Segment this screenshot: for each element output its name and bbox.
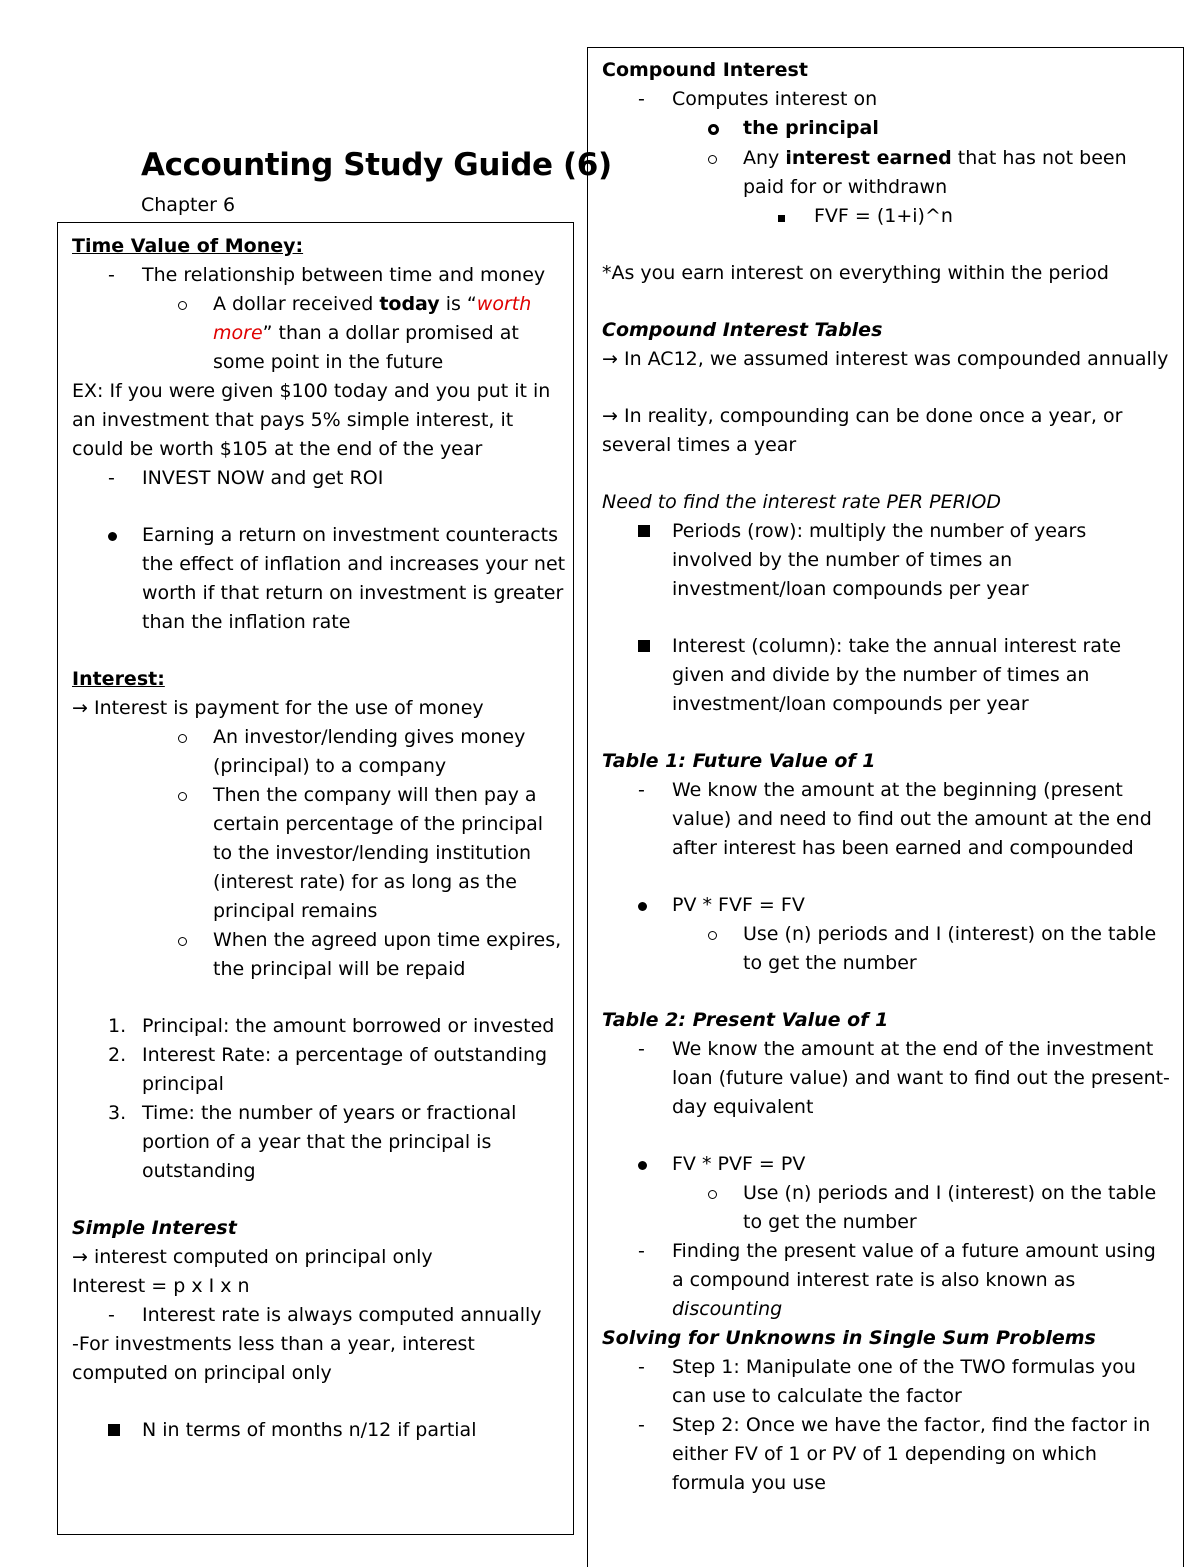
solving-heading: Solving for Unknowns in Single Sum Problems (602, 1327, 1096, 1349)
list-item (72, 781, 567, 926)
circle-bullet-icon (708, 124, 719, 135)
fvf-formula: FVF = (1+i)^n (814, 205, 953, 227)
dash-marker: - (638, 1414, 645, 1436)
list-item (72, 290, 567, 377)
square-bullet-icon (108, 1424, 120, 1436)
annual-assumption: → In AC12, we assumed interest was compounded annually (602, 348, 1169, 370)
principal-item: Principal: the amount borrowed or invested (142, 1015, 555, 1037)
interest-column: Interest (column): take the annual interest rate given and divide by the number of times an investment/loan compounds per year (672, 635, 1122, 715)
annual-rate-note: Interest rate is always computed annually (142, 1304, 542, 1326)
table1-formula: PV * FVF = FV (672, 894, 805, 916)
circle-bullet-icon (708, 155, 717, 164)
less-than-year-note: -For investments less than a year, interest computed on principal only (72, 1333, 475, 1384)
dash-marker: - (638, 1356, 645, 1378)
list-item (72, 1012, 567, 1041)
table2-formula: FV * PVF = PV (672, 1153, 806, 1175)
step-2: Step 2: Once we have the factor, find the factor in either FV of 1 or PV of 1 depending on which formula you use (672, 1414, 1151, 1494)
list-item (72, 1416, 567, 1445)
simple-interest-heading: Simple Interest (72, 1217, 237, 1239)
list-item (72, 926, 567, 984)
list-item (602, 1179, 1172, 1237)
dash-marker: - (638, 779, 645, 801)
list-item (602, 632, 1172, 719)
dash-marker: - (108, 264, 115, 286)
square-bullet-icon (638, 525, 650, 537)
interest-rate-item: Interest Rate: a percentage of outstanding principal (142, 1044, 548, 1095)
list-item (602, 85, 1172, 114)
page-title: Accounting Study Guide (6) (141, 147, 612, 183)
discounting-note: Finding the present value of a future amount using a compound interest rate is also known as discounting (672, 1240, 1156, 1320)
list-item (602, 920, 1172, 978)
tvm-definition: The relationship between time and money (142, 264, 546, 286)
table1-heading: Table 1: Future Value of 1 (602, 750, 876, 772)
list-item (72, 464, 567, 493)
simple-interest-definition: → interest computed on principal only (72, 1246, 433, 1268)
list-item (72, 521, 567, 637)
the-principal: the principal (743, 117, 879, 139)
interest-sub: Then the company will then pay a certain percentage of the principal to the investor/lending institution (interest rate) for as long as the principal remains (213, 784, 544, 922)
dash-marker: - (638, 1240, 645, 1262)
list-item (602, 891, 1172, 920)
circle-bullet-icon (178, 937, 187, 946)
dash-marker: - (108, 467, 115, 489)
list-item (72, 723, 567, 781)
list-number: 2. (108, 1044, 127, 1066)
list-item (602, 776, 1172, 863)
chapter-subtitle: Chapter 6 (141, 194, 236, 216)
table2-heading: Table 2: Present Value of 1 (602, 1009, 889, 1031)
list-item (602, 1411, 1172, 1498)
tvm-worth-more: A dollar received today is “worth more” than a dollar promised at some point in the future (213, 293, 532, 373)
square-bullet-icon (778, 215, 785, 222)
square-bullet-icon (638, 640, 650, 652)
list-item (72, 1041, 567, 1099)
circle-bullet-icon (708, 1190, 717, 1199)
reality-note: → In reality, compounding can be done once a year, or several times a year (602, 405, 1123, 456)
simple-interest-formula: Interest = p x I x n (72, 1275, 250, 1297)
circle-bullet-icon (178, 301, 187, 310)
dash-marker: - (108, 1304, 115, 1326)
table2-description: We know the amount at the end of the investment loan (future value) and want to find out the present-day equivalent (672, 1038, 1170, 1118)
list-item (72, 1099, 567, 1186)
bullet-icon (638, 902, 647, 911)
per-period-note: Need to find the interest rate PER PERIOD (602, 491, 1001, 513)
list-item (602, 202, 1172, 231)
step-1: Step 1: Manipulate one of the TWO formulas you can use to calculate the factor (672, 1356, 1136, 1407)
dash-marker: - (638, 88, 645, 110)
bullet-icon (638, 1161, 647, 1170)
circle-bullet-icon (178, 792, 187, 801)
interest-sub: When the agreed upon time expires, the principal will be repaid (213, 929, 562, 980)
interest-definition: → Interest is payment for the use of money (72, 697, 484, 719)
list-item (602, 1150, 1172, 1179)
circle-bullet-icon (178, 734, 187, 743)
periods-row: Periods (row): multiply the number of years involved by the number of times an investment/loan compounds per year (672, 520, 1087, 600)
list-item (72, 261, 567, 290)
months-note: N in terms of months n/12 if partial (142, 1419, 477, 1441)
table1-description: We know the amount at the beginning (present value) and need to find out the amount at the end after interest has been earned and compounded (672, 779, 1152, 859)
list-item (602, 1237, 1172, 1324)
tables-heading: Compound Interest Tables (602, 319, 883, 341)
list-item (72, 1301, 567, 1330)
list-item (602, 114, 1172, 144)
list-item (602, 1035, 1172, 1122)
list-item (602, 517, 1172, 604)
left-column (72, 232, 567, 1445)
list-number: 3. (108, 1102, 127, 1124)
compound-interest-heading: Compound Interest (602, 59, 808, 81)
list-number: 1. (108, 1015, 127, 1037)
table1-usage: Use (n) periods and I (interest) on the table to get the number (743, 923, 1157, 974)
interest-sub: An investor/lending gives money (principal) to a company (213, 726, 526, 777)
example-text: EX: If you were given $100 today and you put it in an investment that pays 5% simple interest, it could be worth $105 at the end of the year (72, 380, 551, 460)
interest-heading: Interest: (72, 668, 165, 690)
right-column (602, 56, 1172, 1498)
tvm-heading: Time Value of Money: (72, 235, 304, 257)
invest-now: INVEST NOW and get ROI (142, 467, 384, 489)
compound-note: *As you earn interest on everything within the period (602, 262, 1109, 284)
list-item (602, 144, 1172, 202)
earning-return: Earning a return on investment counteracts the effect of inflation and increases your net worth if that return on investment is greater than the inflation rate (142, 524, 566, 633)
time-item: Time: the number of years or fractional portion of a year that the principal is outstanding (142, 1102, 517, 1182)
interest-earned: Any interest earned that has not been paid for or withdrawn (743, 147, 1127, 198)
computes-interest: Computes interest on (672, 88, 878, 110)
list-item (602, 1353, 1172, 1411)
circle-bullet-icon (708, 931, 717, 940)
bullet-icon (108, 532, 117, 541)
table2-usage: Use (n) periods and I (interest) on the table to get the number (743, 1182, 1157, 1233)
dash-marker: - (638, 1038, 645, 1060)
